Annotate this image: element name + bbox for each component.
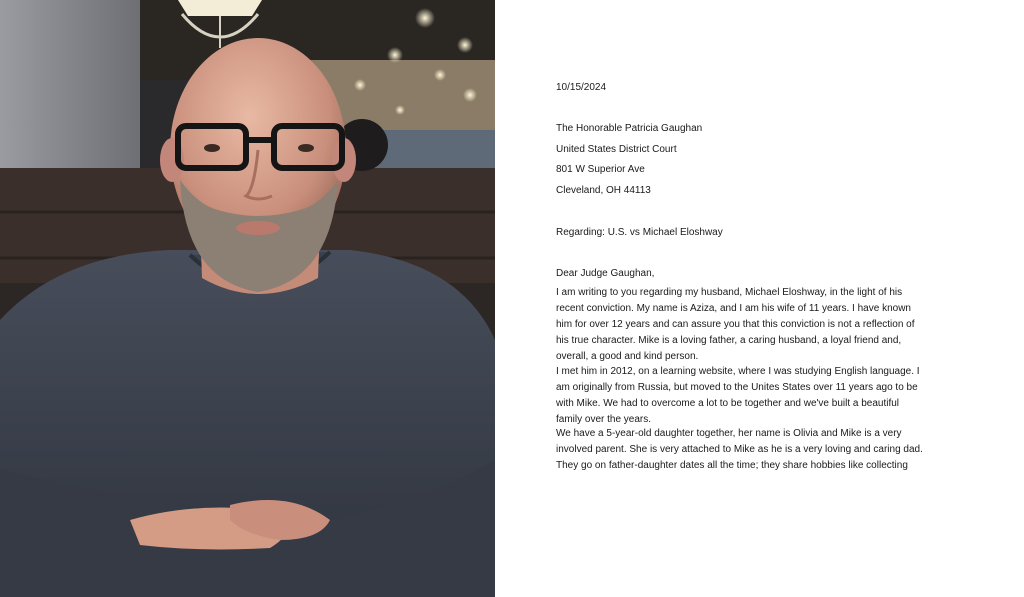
paragraph-line: I met him in 2012, on a learning website, where I was studying English language. I <box>556 366 920 377</box>
salutation: Dear Judge Gaughan, <box>556 268 655 279</box>
paragraph-line: family over the years. <box>556 414 652 425</box>
recipient-court: United States District Court <box>556 144 677 155</box>
paragraph-1 <box>556 285 926 365</box>
wall <box>0 0 140 170</box>
portrait-illustration <box>0 0 495 597</box>
paragraph-line: overall, a good and kind person. <box>556 351 699 362</box>
paragraph-line: recent conviction. My name is Aziza, and I am his wife of 11 years. I have known <box>556 303 911 314</box>
paragraph-line: They go on father-daughter dates all the time; they share hobbies like collecting <box>556 460 908 471</box>
paragraph-line: involved parent. She is very attached to Mike as he is a very loving and caring dad. <box>556 444 923 455</box>
letter-page <box>497 0 1024 597</box>
letter-date: 10/15/2024 <box>556 82 607 93</box>
recipient-name: The Honorable Patricia Gaughan <box>556 123 703 134</box>
paragraph-line: with Mike. We had to overcome a lot to be together and we've built a beautiful <box>556 398 900 409</box>
paragraph-line: him for over 12 years and can assure you that this conviction is not a reflection of <box>556 319 915 330</box>
paragraph-line: I am writing to you regarding my husband, Michael Eloshway, in the light of his <box>556 287 903 298</box>
paragraph-line: his true character. Mike is a loving father, a caring husband, a loyal friend and, <box>556 335 902 346</box>
recipient-street: 801 W Superior Ave <box>556 164 645 175</box>
recipient-city: Cleveland, OH 44113 <box>556 185 651 196</box>
regarding-line: Regarding: U.S. vs Michael Eloshway <box>556 227 723 238</box>
paragraph-3 <box>556 426 926 474</box>
paragraph-line: am originally from Russia, but moved to the Unites States over 11 years ago to be <box>556 382 918 393</box>
paragraph-2 <box>556 364 926 428</box>
paragraph-line: We have a 5-year-old daughter together, her name is Olivia and Mike is a very <box>556 428 902 439</box>
portrait-photo <box>0 0 495 597</box>
